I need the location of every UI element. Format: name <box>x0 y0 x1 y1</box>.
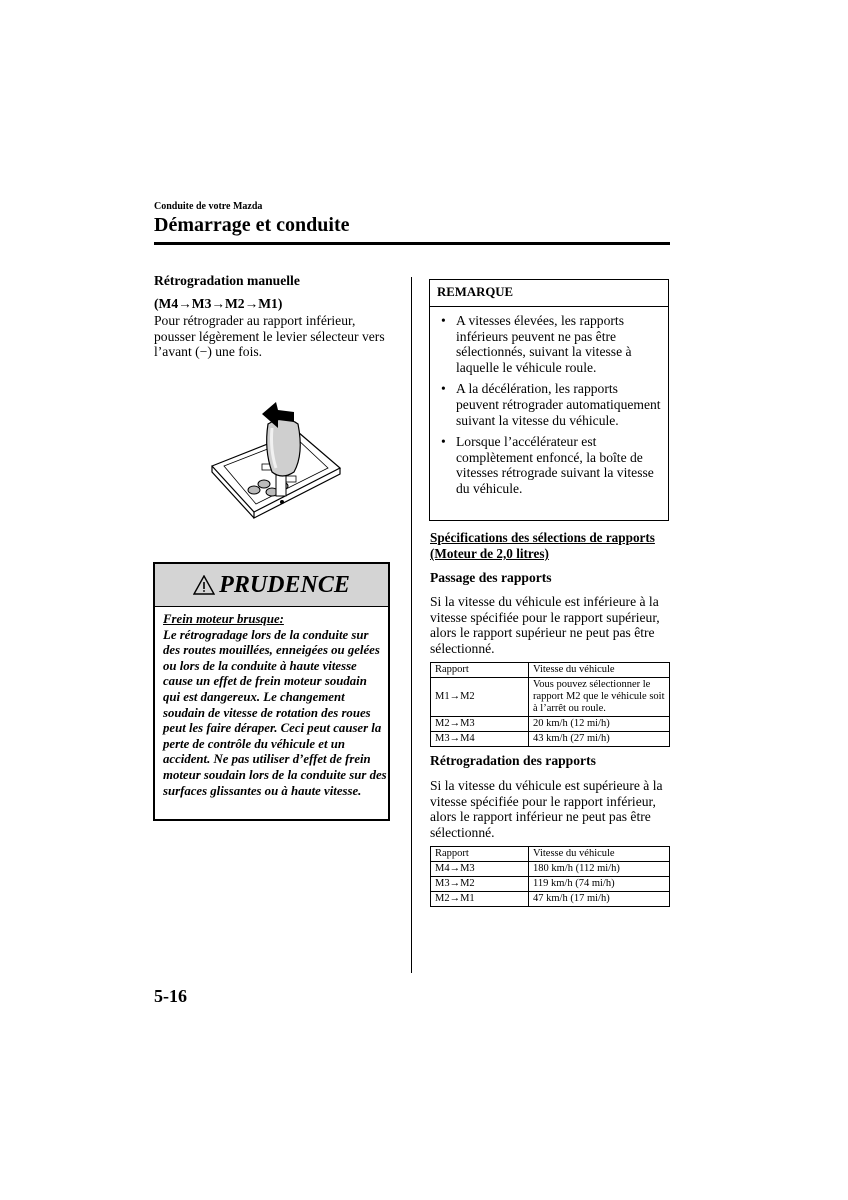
manual-downshift-heading: Rétrogradation manuelle <box>154 273 300 288</box>
title-rule <box>154 242 670 245</box>
table-header-row <box>431 847 670 862</box>
manual-downshift-sequence: (M4→M3→M2→M1) <box>154 296 283 311</box>
page-number: 5-16 <box>154 986 187 1006</box>
upshift-heading: Passage des rapports <box>430 570 552 585</box>
downshift-table <box>430 846 670 907</box>
note-box <box>429 279 669 521</box>
table-header-row <box>431 663 670 678</box>
caution-body <box>163 612 387 799</box>
column-divider <box>411 277 412 973</box>
section-kicker: Conduite de votre Mazda <box>154 201 263 212</box>
upshift-text: Si la vitesse du véhicule est inférieure à la vitesse spécifiée pour le rapport supérieur, alors le rapport supérieur ne peut pas être sélectionné. <box>430 594 660 656</box>
table-header-cell: Rapport <box>431 847 529 862</box>
note-item: • A la décélération, les rapports peuvent rétrograder automatiquement suivant la vitesse du véhicule. <box>438 381 664 428</box>
downshift-text: Si la vitesse du véhicule est supérieure à la vitesse spécifiée pour le rapport inférieur, alors le rapport inférieur ne peut pas être sélectionné. <box>430 778 663 840</box>
table-cell: M3→M2 <box>431 877 529 892</box>
table-cell: M2→M1 <box>431 892 529 907</box>
table-row <box>431 877 670 892</box>
table-row <box>431 892 670 907</box>
table-cell: 47 km/h (17 mi/h) <box>529 892 670 907</box>
caution-text: Le rétrogradage lors de la conduite sur des routes mouillées, enneigées ou gelées ou lors de la conduite à haute vitesse cause un effet de frein moteur soudain qui est dangereux. Le changement soudain de vitesse de rotation des roues peut les faire déraper. Ceci peut causer la perte de contrôle du véhicule et un accident. Ne pas utiliser d’effet de frein moteur soudain lors de la conduite sur des surfaces glissantes ou à haute vitesse. <box>163 627 387 798</box>
note-item: • A vitesses élevées, les rapports inférieurs peuvent ne pas être sélectionnés, suivant la vitesse à laquelle le véhicule roule. <box>438 313 664 375</box>
upshift-table <box>430 662 670 747</box>
table-row <box>431 732 670 747</box>
table-cell: 180 km/h (112 mi/h) <box>529 862 670 877</box>
note-item: • Lorsque l’accélérateur est complètement enfoncé, la boîte de vitesses rétrograde suivant la vitesse du véhicule. <box>438 434 664 496</box>
gear-shifter-illustration <box>206 394 346 524</box>
downshift-heading: Rétrogradation des rapports <box>430 753 596 768</box>
manual-downshift-text: Pour rétrograder au rapport inférieur, pousser légèrement le levier sélecteur vers l’avant (−) une fois. <box>154 313 385 360</box>
caution-box <box>153 562 390 821</box>
caution-header <box>155 564 388 607</box>
table-header-cell: Vitesse du véhicule <box>529 847 670 862</box>
table-cell: M4→M3 <box>431 862 529 877</box>
warning-icon <box>193 575 215 595</box>
table-header-cell: Rapport <box>431 663 529 678</box>
note-list <box>438 313 664 503</box>
table-cell: M3→M4 <box>431 732 529 747</box>
table-cell: M2→M3 <box>431 717 529 732</box>
table-row <box>431 862 670 877</box>
table-header-cell: Vitesse du véhicule <box>529 663 670 678</box>
table-row <box>431 717 670 732</box>
caution-title: PRUDENCE <box>219 571 350 598</box>
table-cell: 119 km/h (74 mi/h) <box>529 877 670 892</box>
table-cell: 43 km/h (27 mi/h) <box>529 732 670 747</box>
note-title: REMARQUE <box>430 280 668 307</box>
page-title: Démarrage et conduite <box>154 214 350 236</box>
table-cell: 20 km/h (12 mi/h) <box>529 717 670 732</box>
specs-title: Spécifications des sélections de rapports (Moteur de 2,0 litres) <box>430 530 655 561</box>
table-cell: Vous pouvez sélectionner le rapport M2 que le véhicule soit à l’arrêt ou roule. <box>529 678 670 717</box>
table-row <box>431 678 670 717</box>
table-cell: M1→M2 <box>431 678 529 717</box>
caution-subtitle: Frein moteur brusque: <box>163 612 284 626</box>
